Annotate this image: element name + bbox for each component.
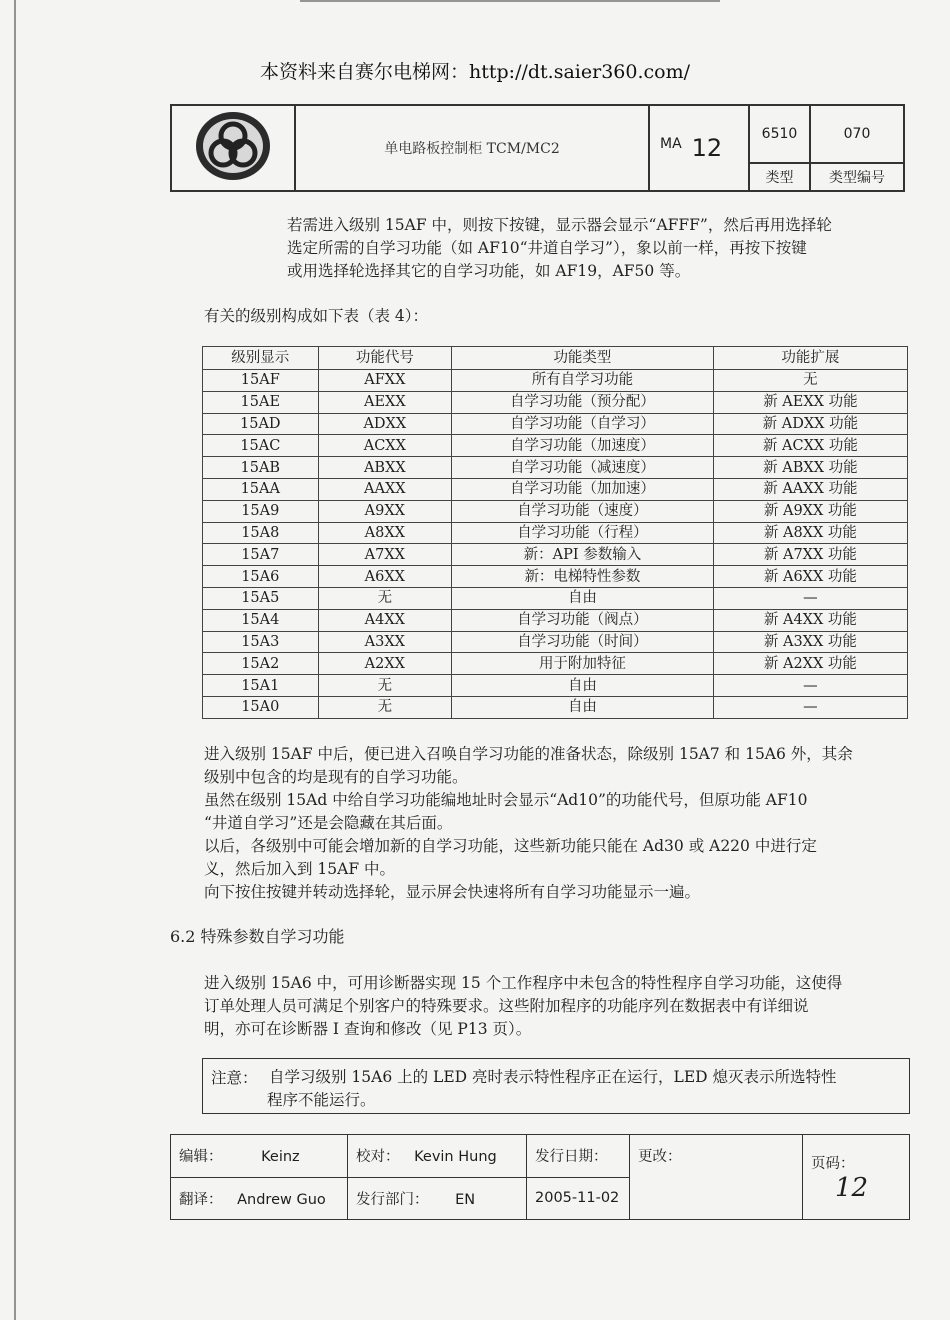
cell-type: 自学习功能（加速度） [452,435,714,457]
table-row [203,609,908,631]
text-line: 订单处理人员可满足个别客户的特殊要求。这些附加程序的功能序列在数据表中有详细说 [204,997,809,1015]
cell-code: A7XX [318,544,452,566]
type-code: 6510 [749,105,810,163]
table-row [203,500,908,522]
cell-type: 自学习功能（速度） [452,500,714,522]
cell-code: AFXX [318,370,452,392]
document-footer [170,1134,910,1220]
note-box [202,1058,910,1114]
table-row [203,391,908,413]
cell-type: 自学习功能（阀点） [452,609,714,631]
header-function-type: 功能类型 [452,347,714,370]
scan-edge-top [300,0,720,2]
logo-cell [171,105,295,191]
note-line-2: 程序不能运行。 [267,1091,376,1109]
cell-type: 新：电梯特性参数 [452,566,714,588]
editor-name: Keinz [261,1149,300,1166]
cell-code: AEXX [318,391,452,413]
cell-level: 15AB [203,457,319,479]
cell-extension: 新 AEXX 功能 [713,391,907,413]
cell-type: 自学习功能（自学习） [452,413,714,435]
table-row [203,631,908,653]
note-label: 注意： [211,1069,258,1087]
cell-type: 自由 [452,675,714,697]
issue-date-label-cell: 发行日期： [527,1135,630,1178]
cell-extension: — [713,696,907,718]
type-label: 类型 [749,163,810,191]
translator-cell [171,1177,348,1220]
cell-level: 15A8 [203,522,319,544]
cell-code: 无 [318,696,452,718]
translator-label: 翻译： [179,1191,223,1208]
cell-extension: — [713,675,907,697]
scan-edge [14,0,16,1320]
cell-type: 自由 [452,696,714,718]
cell-level: 15A3 [203,631,319,653]
cell-type: 自学习功能（减速度） [452,457,714,479]
cell-extension: 无 [713,370,907,392]
cell-level: 15AA [203,478,319,500]
text-line: 以后，各级别中可能会增加新的自学习功能，这些新功能只能在 Ad30 或 A220 中进行定 [204,837,817,855]
table-row [203,522,908,544]
text-line: 或用选择轮选择其它的自学习功能，如 AF19，AF50 等。 [287,262,691,280]
paragraph-2 [204,743,924,904]
three-rings-logo-icon [193,109,273,183]
cell-level: 15A9 [203,500,319,522]
table-row [203,696,908,718]
header-function-code: 功能代号 [318,347,452,370]
text-line: 级别中包含的均是现有的自学习功能。 [204,768,468,786]
table-intro: 有关的级别构成如下表（表 4）： [204,307,429,325]
cell-extension: 新 A7XX 功能 [713,544,907,566]
dept-cell [348,1177,527,1220]
cell-level: 15A5 [203,587,319,609]
text-line: 进入级别 15A6 中，可用诊断器实现 15 个工作程序中未包含的特性程序自学习功能，这使得 [204,974,843,992]
dept-label: 发行部门： [356,1191,429,1208]
text-line: 向下按住按键并转动选择轮，显示屏会快速将所有自学习功能显示一遍。 [204,883,701,901]
cell-code: A2XX [318,653,452,675]
text-line: 进入级别 15AF 中后，便已进入召唤自学习功能的准备状态，除级别 15A7 和 15A6 外，其余 [204,745,853,763]
cell-level: 15AE [203,391,319,413]
cell-level: 15A1 [203,675,319,697]
table-row [203,566,908,588]
checker-name: Kevin Hung [414,1149,497,1166]
cell-extension: 新 ACXX 功能 [713,435,907,457]
editor-label: 编辑： [179,1149,223,1166]
cell-type: 所有自学习功能 [452,370,714,392]
type-number-label: 类型编号 [810,163,904,191]
cell-level: 15A2 [203,653,319,675]
cell-code: ABXX [318,457,452,479]
editor-cell [171,1135,348,1178]
cell-type: 自学习功能（时间） [452,631,714,653]
ma-cell [649,105,749,191]
table-row [203,653,908,675]
ma-label: MA [660,136,682,152]
header-function-extension: 功能扩展 [713,347,907,370]
cell-type: 用于附加特征 [452,653,714,675]
table-row [203,370,908,392]
text-line: 虽然在级别 15Ad 中给自学习功能编地址时会显示“Ad10”的功能代号，但原功能 AF10 [204,791,808,809]
translator-name: Andrew Guo [237,1191,326,1208]
source-line: 本资料来自赛尔电梯网：http://dt.saier360.com/ [260,61,690,83]
cell-level: 15A0 [203,696,319,718]
cell-code: 无 [318,587,452,609]
cell-extension: 新 A9XX 功能 [713,500,907,522]
cell-level: 15AC [203,435,319,457]
text-line: 若需进入级别 15AF 中，则按下按键，显示器会显示“AFFF”，然后再用选择轮 [287,216,832,234]
checker-label: 校对： [356,1149,400,1166]
cell-level: 15A6 [203,566,319,588]
cell-code: A9XX [318,500,452,522]
paragraph-1 [287,214,912,283]
change-label: 更改： [638,1149,682,1165]
page-number: 12 [835,1172,869,1203]
table-header-row [203,347,908,370]
page-cell [803,1135,910,1220]
section-title: 6.2 特殊参数自学习功能 [170,927,345,946]
cell-code: A8XX [318,522,452,544]
change-cell [630,1135,803,1220]
cell-level: 15AD [203,413,319,435]
cell-extension: 新 ABXX 功能 [713,457,907,479]
level-table [202,346,908,719]
cell-level: 15AF [203,370,319,392]
cell-code: 无 [318,675,452,697]
cell-type: 自学习功能（行程） [452,522,714,544]
cell-extension: 新 ADXX 功能 [713,413,907,435]
text-line: “井道自学习”还是会隐藏在其后面。 [204,814,453,832]
ma-number: 12 [691,134,723,162]
cell-code: A4XX [318,609,452,631]
dept-name: EN [455,1191,476,1208]
cell-code: A3XX [318,631,452,653]
cell-type: 自学习功能（预分配） [452,391,714,413]
document-title: 单电路板控制柜 TCM/MC2 [295,105,649,191]
paragraph-3 [204,972,924,1041]
table-row [203,435,908,457]
text-line: 明，亦可在诊断器 I 查询和修改（见 P13 页）。 [204,1020,532,1038]
cell-extension: 新 A8XX 功能 [713,522,907,544]
cell-type: 新：API 参数输入 [452,544,714,566]
cell-code: AAXX [318,478,452,500]
document-header [170,104,905,192]
cell-code: ACXX [318,435,452,457]
text-line: 义，然后加入到 15AF 中。 [204,860,396,878]
table-row [203,587,908,609]
cell-level: 15A4 [203,609,319,631]
cell-extension: 新 A6XX 功能 [713,566,907,588]
cell-code: ADXX [318,413,452,435]
issue-date: 2005-11-02 [527,1177,630,1220]
cell-type: 自学习功能（加加速） [452,478,714,500]
table-body [203,370,908,719]
cell-extension: 新 A4XX 功能 [713,609,907,631]
table-row [203,478,908,500]
cell-extension: 新 A2XX 功能 [713,653,907,675]
table-row [203,544,908,566]
cell-extension: 新 A3XX 功能 [713,631,907,653]
table-row [203,457,908,479]
table-row [203,675,908,697]
cell-type: 自由 [452,587,714,609]
page-label: 页码： [811,1155,855,1172]
cell-level: 15A7 [203,544,319,566]
text-line: 选定所需的自学习功能（如 AF10“井道自学习”），象以前一样，再按下按键 [287,239,807,257]
table-row [203,413,908,435]
cell-extension: 新 AAXX 功能 [713,478,907,500]
cell-code: A6XX [318,566,452,588]
type-number-code: 070 [810,105,904,163]
checker-cell [348,1135,527,1178]
note-line-1: 自学习级别 15A6 上的 LED 亮时表示特性程序正在运行，LED 熄灭表示所选特性 [269,1068,837,1086]
header-level-display: 级别显示 [203,347,319,370]
cell-extension: — [713,587,907,609]
